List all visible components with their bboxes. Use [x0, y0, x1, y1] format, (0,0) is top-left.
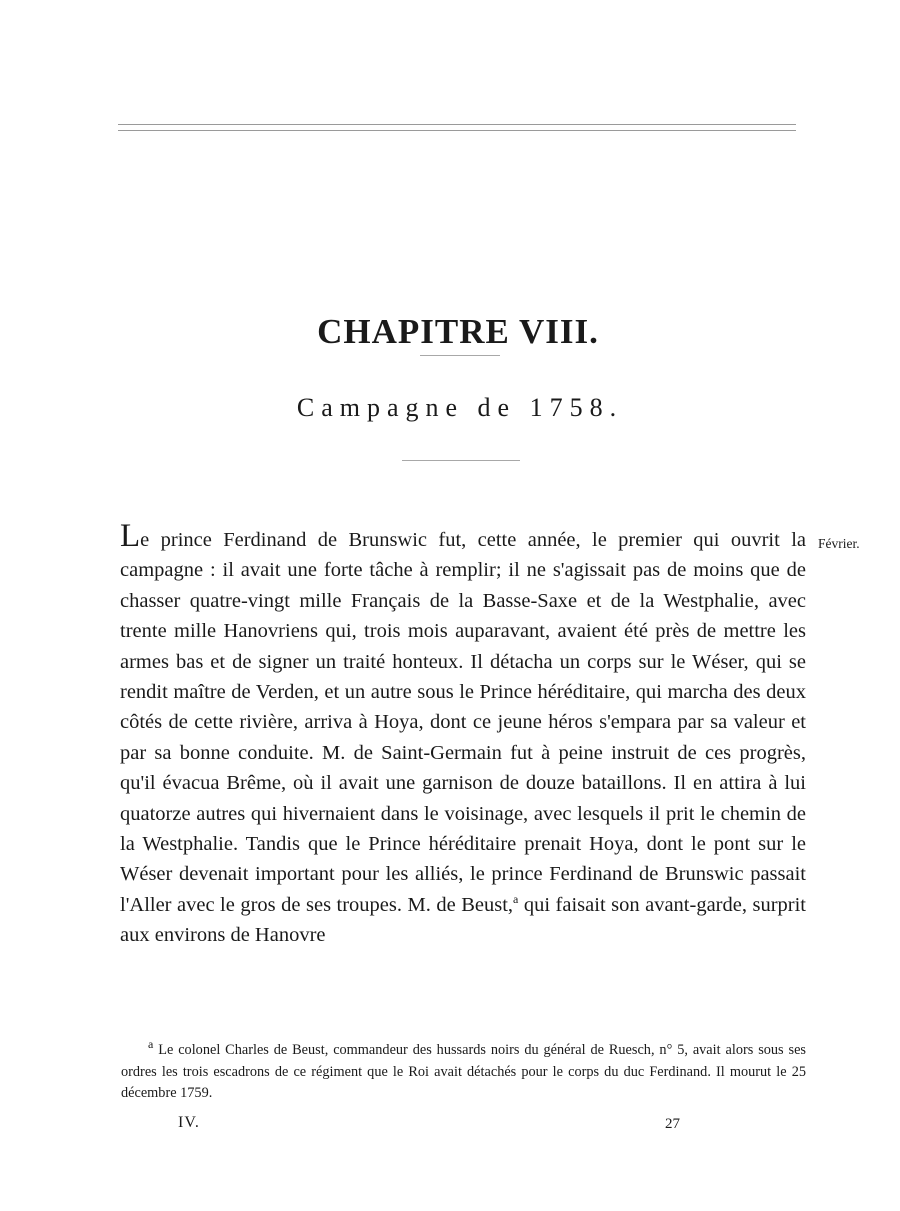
chapter-title: CHAPITRE VIII. [317, 312, 599, 352]
title-divider [420, 355, 500, 356]
signature-mark: IV. [178, 1114, 200, 1131]
footnote-reference: a [513, 892, 519, 907]
footnote-text: Le colonel Charles de Beust, commandeur des hussards noirs du général de Ruesch, n° 5, avait alors sous ses ordres les trois escadrons de ce régiment que le Roi avait détachés pour le corps du duc Ferdinand. Il mourut le 25 décembre 1759. [121, 1042, 806, 1101]
chapter-subtitle: Campagne de 1758. [296, 393, 624, 422]
initial-letter: L [120, 518, 141, 554]
margin-note-date: Février. [818, 536, 860, 551]
subtitle-divider [402, 460, 520, 461]
footnote [121, 1037, 806, 1105]
header-double-rule [118, 124, 796, 131]
body-paragraph [120, 518, 806, 951]
body-text-part-2: qui faisait son avant-garde, surprit aux environs de Hanovre [120, 893, 806, 947]
page-number: 27 [665, 1116, 680, 1132]
body-text-part-1: e prince Ferdinand de Brunswic fut, cette année, le premier qui ouvrit la campagne : il avait une forte tâche à remplir; il ne s'agissait pas de moins que de chasser quatre-vingt mille Français de la Basse-Saxe et de la Westphalie, avec trente mille Hanovriens qui, trois mois auparavant, avaient été près de mettre les armes bas et de signer un traité honteux. Il détacha un corps sur le Wéser, qui se rendit maître de Verden, et un autre sous le Prince héréditaire, qui marcha des deux côtés de cette rivière, arriva à Hoya, dont ce jeune héros s'empara par sa valeur et par sa bonne conduite. M. de Saint-Germain fut à peine instruit de ces progrès, qu'il évacua Brême, où il avait une garnison de douze bataillons. Il en attira à lui quatorze autres qui hivernaient dans le voisinage, avec lesquels il prit le chemin de la Westphalie. Tandis que le Prince héréditaire prenait Hoya, dont le pont sur le Wéser devenait important pour les alliés, le prince Ferdinand de Brunswic passait l'Aller avec le gros de ses troupes. M. de Beust, [120, 529, 806, 916]
footnote-mark: a [148, 1037, 154, 1052]
